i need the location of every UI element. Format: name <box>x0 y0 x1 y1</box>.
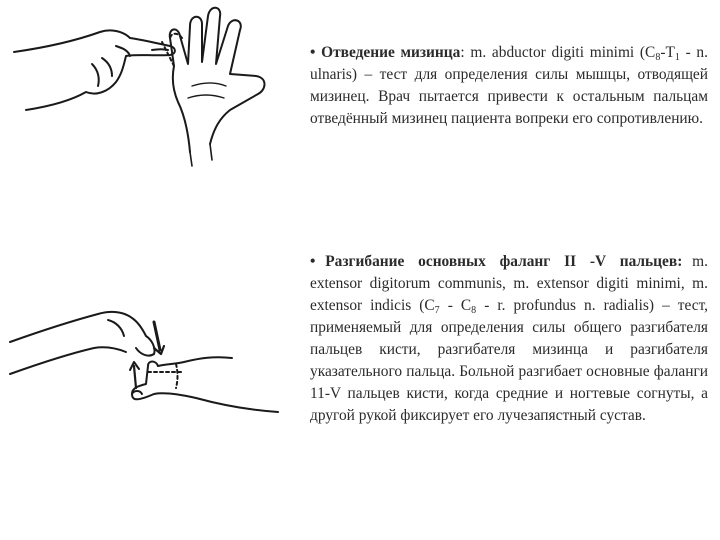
segment-subscript-7: 7 <box>434 305 440 316</box>
segment-subscript-8: 8 <box>471 305 477 316</box>
muscle-name: : m. abductor digiti minimi <box>460 44 635 61</box>
segment-dash: - C <box>439 297 472 314</box>
finger-extension-illustration <box>8 292 280 420</box>
section-body: - r. profundus n. radialis) – тест, применяемый для определения силы общего разгибателя пальцев кисти, разгибателя мизинца и разгибателя указательного пальца. Больной разгибает основные фаланги 11-V пальцев кисти, когда средние и ногтевые согнуты, а другой рукой фиксирует его лучезапястный сустав. <box>310 297 708 424</box>
section-finger-extension <box>310 251 708 427</box>
segment-open: (C <box>639 44 656 61</box>
muscle-names: m. extensor digitorum communis, m. extensor digiti minimi, m. extensor indicis (C <box>310 253 708 314</box>
segment-subscript-1: 1 <box>674 52 680 63</box>
section-body: - n. ulnaris) – тест для определения силы мышцы, отводящей мизинец. Врач пытается привести к остальным пальцам отведённый мизинец пациента вопреки его сопротивлению. <box>310 44 708 127</box>
bullet: • <box>310 44 316 61</box>
section-heading: Разгибание основных фаланг II -V пальцев: <box>325 253 683 270</box>
bullet: • <box>310 253 316 270</box>
segment-subscript-8: 8 <box>655 52 661 63</box>
section-heading: Отведение мизинца <box>321 44 461 61</box>
little-finger-abduction-illustration <box>12 2 304 170</box>
section-abduction-little-finger <box>310 42 708 130</box>
segment-dash: -T <box>660 44 675 61</box>
